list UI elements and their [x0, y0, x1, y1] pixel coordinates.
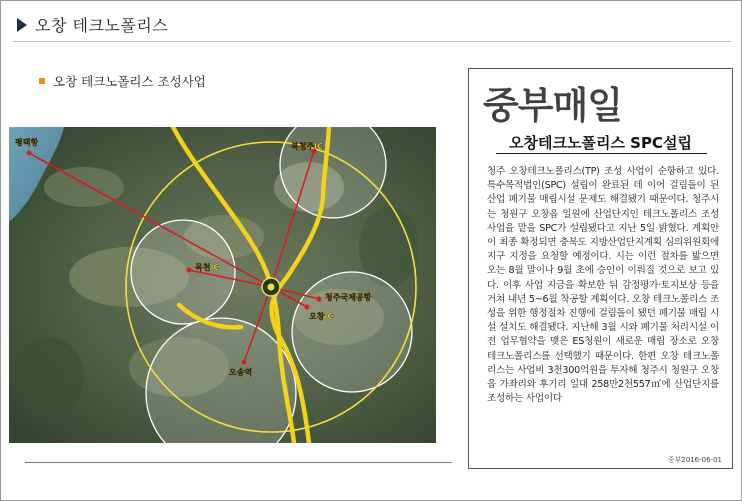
label-buk-cheongju-ic: 북청주IC [291, 142, 324, 151]
slide-title: 오창 테크노폴리스 [35, 16, 169, 35]
newspaper-logo: 중부매일 [483, 84, 622, 127]
headline-underline [496, 153, 707, 154]
buffer-circle-airport [292, 272, 412, 392]
subtitle-text: 오창 테크노폴리스 조성사업 [53, 74, 206, 89]
slide-title-bar [17, 13, 168, 36]
newspaper-clipping [468, 68, 733, 469]
label-cheongju-airport: 청주국제공항 [325, 293, 372, 302]
article-body: 청주 오창테크노폴리스(TP) 조성 사업이 순항하고 있다. 특수목적법인(SPC) 설립이 완료된 데 이어 걸림돌이 된 산업 폐기물 매립시설 문제도 해결됐기 때문이다. 청주시는 청원구 오창읍 일원에 산업단지인 테크노폴리스 조성 사업을 맡을 SPC가 설립됐다고 지난 5일 밝혔다. 계획안이 최종 확정되면 충북도 지방산업단지계획 심의위원회에 지구 지정을 요청할 예정이다. 시는 이런 절차를 밟으면 오는 8월 말이나 9월 초에 승인이 이뤄질 것으로 보고 있다. 이후 사업 지금을 확보한 뒤 감정평가·토지보상 등을 거쳐 내년 5~6월 착공할 계획이다. 오창 테크노폴리스 조성을 위한 행정절차 진행에 걸림돌이 됐던 폐기물 매립 시설 설치도 해결됐다. 지난해 3월 시와 폐기물 처리시설 이전 업무협약을 맺은 ES청원이 새로운 매립 장소로 오창 테크노폴리스를 선택했기 때문이다. 한편 오창 테크노폴리스는 사업비 3천300억원을 투자해 청주시 청원구 오창읍 가좌리와 후기리 일대 258만2천557㎡에 산업단지를 조성하는 사업이다 [487, 166, 719, 405]
label-osong-station: 오송역 [229, 368, 253, 377]
article-headline: 오창테크노폴리스 SPC설립 [509, 134, 692, 152]
site-marker [262, 278, 280, 296]
map-canvas [9, 127, 436, 443]
label-ochang-ic: 오창IC [309, 312, 334, 321]
location-map [9, 127, 436, 443]
label-pyeongtaek-port: 평택항 [15, 138, 39, 147]
title-divider [13, 41, 731, 42]
bottom-divider [25, 462, 452, 463]
label-mokcheon-ic: 목천IC [195, 263, 220, 272]
square-bullet-icon [39, 78, 45, 84]
triangle-right-icon [17, 18, 27, 32]
article-source: 중부2016-06-01 [667, 456, 722, 464]
subtitle-item [39, 72, 206, 90]
